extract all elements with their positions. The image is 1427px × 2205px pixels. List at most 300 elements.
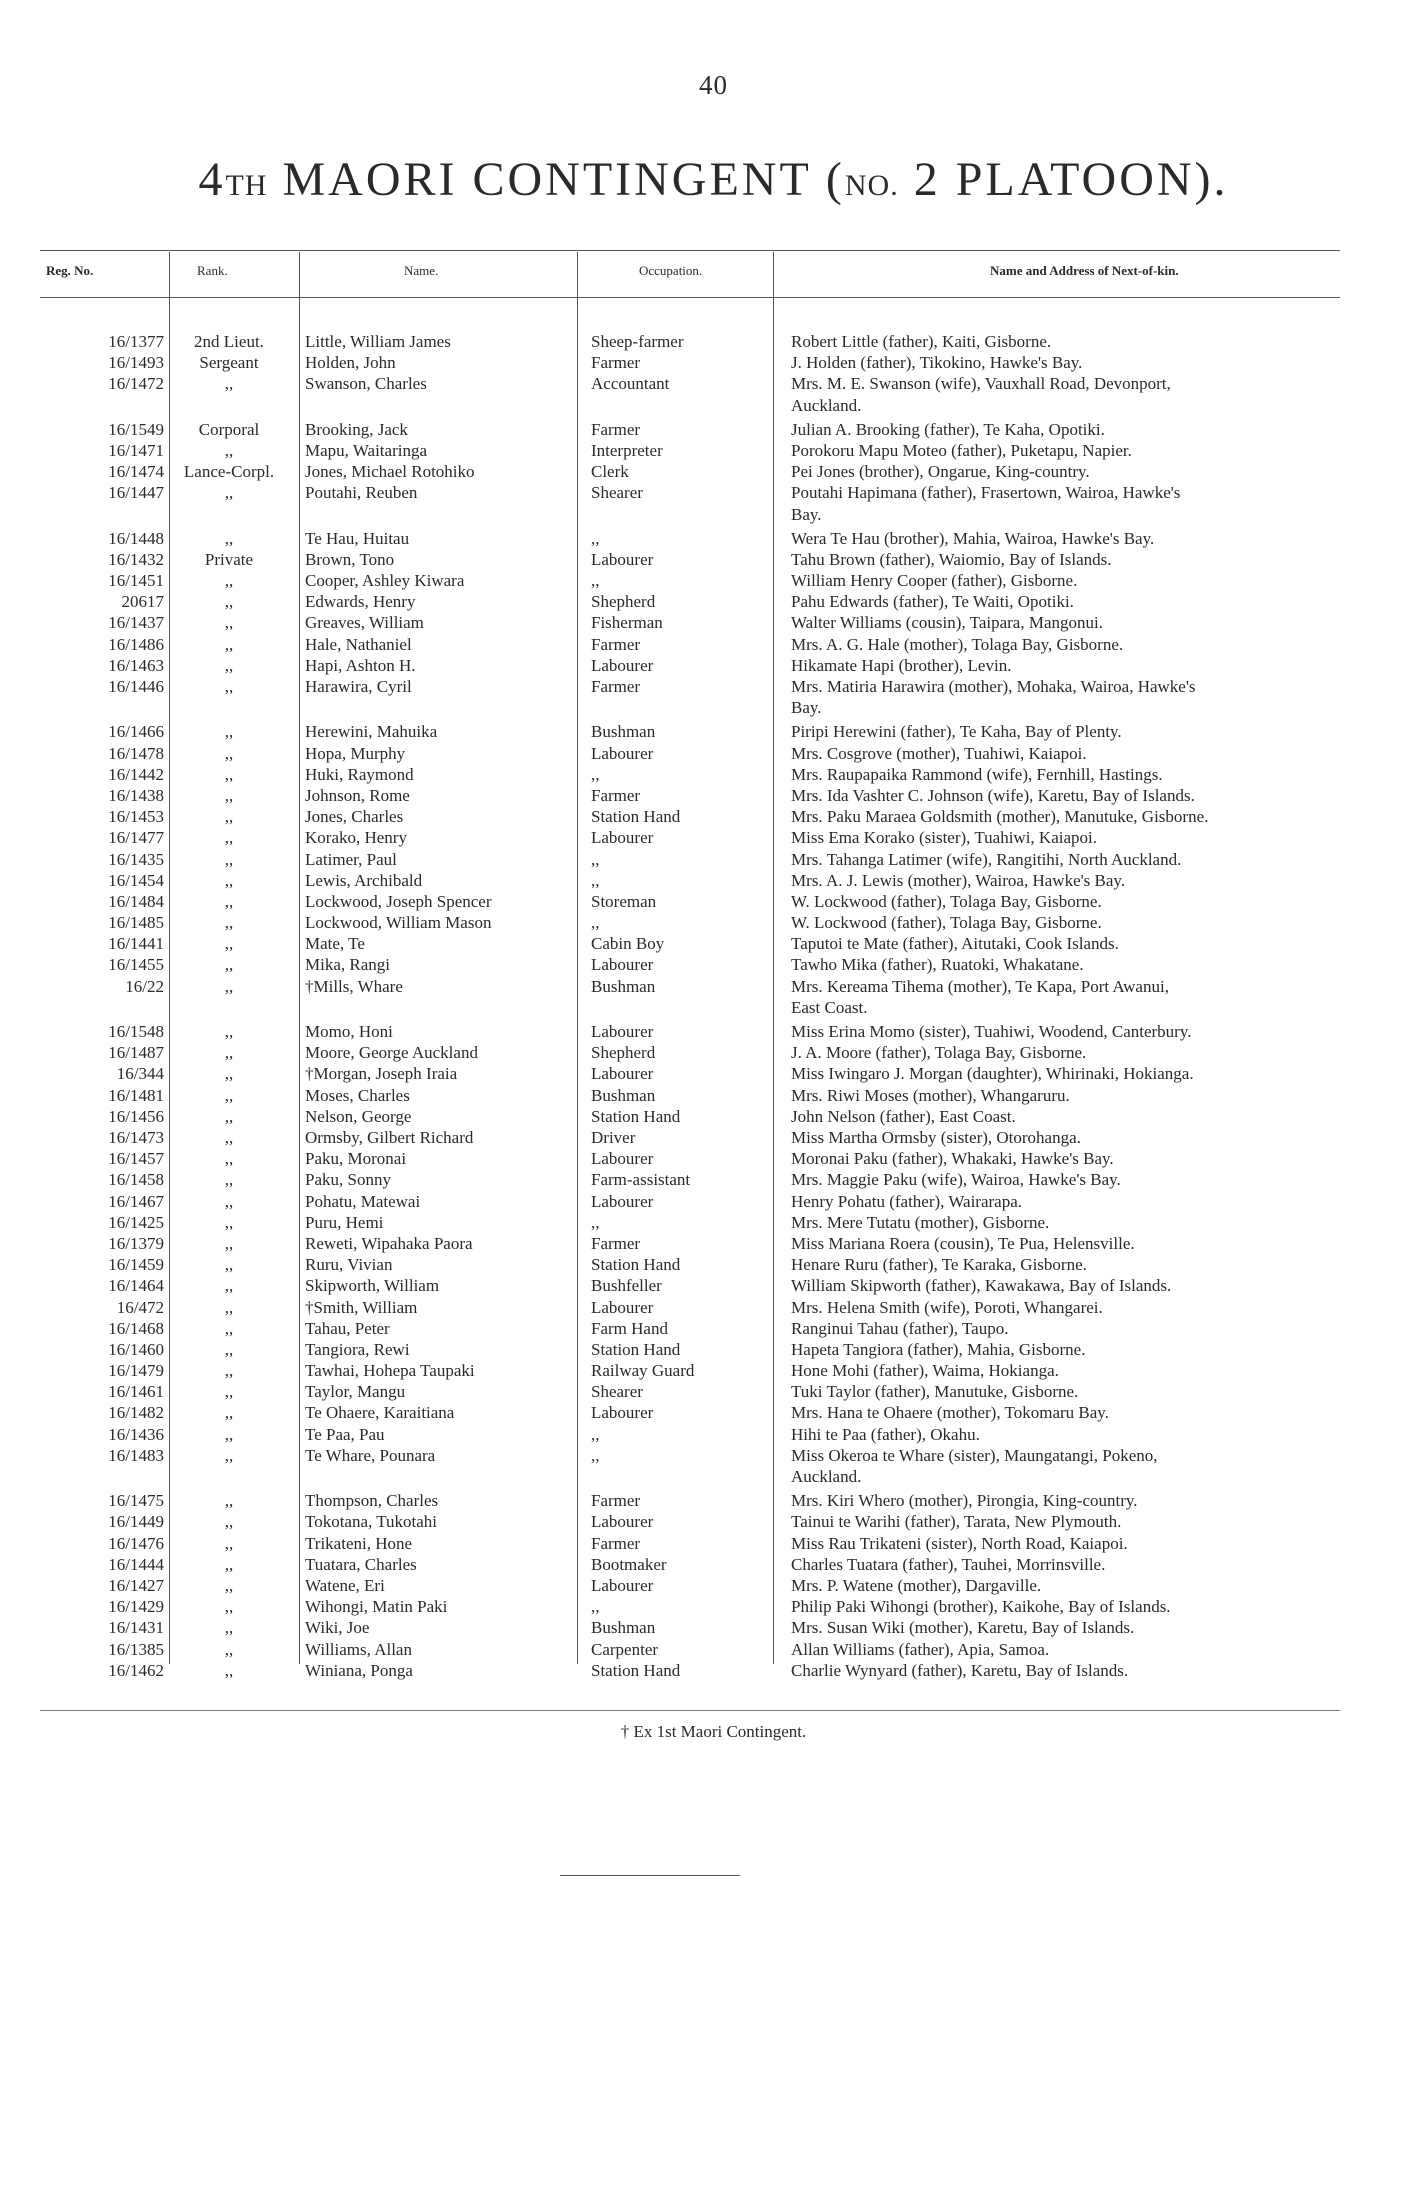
table-row (0, 352, 1427, 373)
next-of-kin-cell (791, 1063, 1351, 1084)
next-of-kin-line: Miss Okeroa te Whare (sister), Maungatangi, Pokeno, (791, 1445, 1158, 1465)
table-row (0, 721, 1427, 742)
table-row (0, 1424, 1427, 1445)
occupation-cell: Station Hand (591, 1660, 681, 1680)
name-cell: Ruru, Vivian (305, 1255, 393, 1275)
reg-no-cell: 16/1459 (108, 1255, 164, 1275)
next-of-kin-line: Tuki Taylor (father), Manutuke, Gisborne. (791, 1382, 1079, 1402)
rank-cell: ,, (224, 722, 234, 742)
table-row (0, 912, 1427, 933)
next-of-kin-cell (791, 1533, 1351, 1554)
reg-no-cell: 16/1486 (108, 634, 164, 654)
table-row (0, 1212, 1427, 1233)
occupation-cell: Shepherd (591, 1043, 656, 1063)
next-of-kin-cell (791, 870, 1351, 891)
reg-no-cell: 16/1466 (108, 722, 164, 742)
rank-cell: ,, (224, 1618, 234, 1638)
table-row (0, 634, 1427, 655)
rank-cell: ,, (224, 785, 234, 805)
table-row (0, 528, 1427, 549)
name-cell: Jones, Michael Rotohiko (305, 462, 475, 482)
next-of-kin-line: Miss Mariana Roera (cousin), Te Pua, Helensville. (791, 1233, 1135, 1253)
rank-cell: ,, (224, 1212, 234, 1232)
table-row (0, 1554, 1427, 1575)
next-of-kin-continuation: Auckland. (791, 1467, 862, 1487)
name-cell: Swanson, Charles (305, 374, 427, 394)
reg-no-cell: 16/1379 (108, 1233, 164, 1253)
occupation-cell: Labourer (591, 1022, 654, 1042)
rank-cell: Corporal (198, 419, 260, 439)
name-cell: †Morgan, Joseph Iraia (305, 1064, 458, 1084)
reg-no-cell: 16/472 (116, 1297, 164, 1317)
name-cell: Thompson, Charles (305, 1491, 439, 1511)
name-cell: Skipworth, William (305, 1276, 440, 1296)
rank-cell: ,, (224, 955, 234, 975)
table-row (0, 1021, 1427, 1042)
rank-cell: ,, (224, 1128, 234, 1147)
name-cell: Cooper, Ashley Kiwara (305, 571, 465, 591)
next-of-kin-cell (791, 440, 1351, 461)
occupation-cell: Farmer (591, 419, 641, 439)
rank-cell: ,, (224, 913, 234, 933)
next-of-kin-line: Mrs. Kiri Whero (mother), Pirongia, King-country. (791, 1491, 1138, 1511)
next-of-kin-cell (791, 806, 1351, 827)
name-cell: Tuatara, Charles (305, 1554, 417, 1574)
occupation-cell: Storeman (591, 891, 657, 911)
occupation-cell: Labourer (591, 1512, 654, 1532)
next-of-kin-line: Mrs. Susan Wiki (mother), Karetu, Bay of Islands. (791, 1618, 1135, 1638)
next-of-kin-line: Mrs. Riwi Moses (mother), Whangaruru. (791, 1085, 1070, 1105)
next-of-kin-cell (791, 1318, 1351, 1339)
name-cell: Poutahi, Reuben (305, 483, 418, 503)
reg-no-cell: 16/1447 (108, 483, 164, 503)
occupation-cell: ,, (591, 1597, 600, 1617)
next-of-kin-cell (791, 612, 1351, 633)
roll-table (0, 331, 1427, 1681)
next-of-kin-line: J. Holden (father), Tikokino, Hawke's Bay. (791, 353, 1083, 373)
page-number: 40 (699, 70, 728, 100)
occupation-cell: Shearer (591, 483, 643, 503)
next-of-kin-continuation: East Coast. (791, 997, 868, 1017)
occupation-cell: Carpenter (591, 1639, 659, 1659)
name-cell: Wiki, Joe (305, 1618, 370, 1638)
rank-cell: ,, (224, 976, 234, 996)
occupation-cell: Labourer (591, 1149, 654, 1169)
reg-no-cell: 16/1472 (108, 374, 164, 394)
next-of-kin-cell (791, 1085, 1351, 1106)
table-row (0, 482, 1427, 524)
reg-no-cell: 16/1460 (108, 1339, 164, 1359)
name-cell: Brooking, Jack (305, 419, 408, 439)
occupation-cell: Fisherman (591, 613, 663, 633)
next-of-kin-cell (791, 1021, 1351, 1042)
table-row (0, 655, 1427, 676)
next-of-kin-cell (791, 1381, 1351, 1402)
rank-cell: ,, (224, 1297, 234, 1317)
next-of-kin-line: Charles Tuatara (father), Tauhei, Morrinsville. (791, 1554, 1106, 1574)
title-ordinal-suffix: TH (225, 169, 268, 202)
rank-cell: ,, (224, 1575, 234, 1595)
rank-cell: ,, (224, 743, 234, 763)
next-of-kin-line: Tahu Brown (father), Waiomio, Bay of Islands. (791, 549, 1112, 569)
occupation-cell: ,, (591, 849, 600, 869)
reg-no-cell: 16/1453 (108, 807, 164, 827)
table-row (0, 1381, 1427, 1402)
occupation-cell: ,, (591, 1424, 600, 1444)
occupation-cell: Sheep-farmer (591, 332, 684, 351)
table-row (0, 891, 1427, 912)
table-row (0, 612, 1427, 633)
next-of-kin-line: Mrs. Kereama Tihema (mother), Te Kapa, Port Awanui, (791, 976, 1169, 996)
table-row (0, 1127, 1427, 1148)
rank-cell: ,, (224, 1403, 234, 1423)
occupation-cell: Bushman (591, 1085, 656, 1105)
next-of-kin-cell (791, 1169, 1351, 1190)
reg-no-cell: 16/1481 (108, 1085, 164, 1105)
occupation-cell: ,, (591, 1445, 600, 1465)
rank-cell: ,, (224, 1533, 234, 1553)
next-of-kin-line: Mrs. Ida Vashter C. Johnson (wife), Karetu, Bay of Islands. (791, 785, 1195, 805)
rank-cell: Lance-Corpl. (183, 462, 275, 482)
reg-no-cell: 16/1377 (108, 332, 164, 351)
name-cell: Greaves, William (305, 613, 424, 633)
table-row (0, 976, 1427, 1018)
next-of-kin-line: John Nelson (father), East Coast. (791, 1106, 1016, 1126)
occupation-cell: Farmer (591, 1233, 641, 1253)
rank-cell: ,, (224, 1170, 234, 1190)
next-of-kin-line: Piripi Herewini (father), Te Kaha, Bay of Plenty. (791, 722, 1122, 742)
title-rest: 2 PLATOON). (898, 153, 1229, 206)
table-row (0, 1148, 1427, 1169)
table-row (0, 870, 1427, 891)
name-cell: †Mills, Whare (305, 976, 403, 996)
name-cell: Jones, Charles (305, 807, 404, 827)
occupation-cell: Bootmaker (591, 1554, 667, 1574)
rank-cell: ,, (224, 1085, 234, 1105)
reg-no-cell: 16/1474 (108, 462, 164, 482)
name-cell: Mapu, Waitaringa (305, 440, 428, 460)
reg-no-cell: 16/1493 (108, 353, 164, 373)
next-of-kin-cell (791, 1148, 1351, 1169)
occupation-cell: Station Hand (591, 807, 681, 827)
occupation-cell: ,, (591, 870, 600, 890)
name-cell: Hapi, Ashton H. (305, 655, 416, 675)
occupation-cell: Labourer (591, 655, 654, 675)
name-cell: Ormsby, Gilbert Richard (305, 1128, 474, 1147)
reg-no-cell: 16/1457 (108, 1149, 164, 1169)
occupation-cell: Bushman (591, 1618, 656, 1638)
occupation-cell: Labourer (591, 955, 654, 975)
rank-cell: ,, (224, 934, 234, 954)
next-of-kin-line: Tainui te Warihi (father), Tarata, New Plymouth. (791, 1512, 1122, 1532)
rank-cell: ,, (224, 1554, 234, 1574)
table-row (0, 331, 1427, 352)
occupation-cell: ,, (591, 528, 600, 548)
reg-no-cell: 16/1475 (108, 1491, 164, 1511)
table-row (0, 1617, 1427, 1638)
rank-cell: ,, (224, 374, 234, 394)
table-row (0, 1596, 1427, 1617)
next-of-kin-cell (791, 1275, 1351, 1296)
occupation-cell: Farm Hand (591, 1318, 668, 1338)
name-cell: Momo, Honi (305, 1022, 393, 1042)
rank-cell: ,, (224, 528, 234, 548)
table-row (0, 1106, 1427, 1127)
next-of-kin-line: William Henry Cooper (father), Gisborne. (791, 571, 1078, 591)
next-of-kin-line: Hihi te Paa (father), Okahu. (791, 1424, 980, 1444)
next-of-kin-line: Mrs. P. Watene (mother), Dargaville. (791, 1575, 1042, 1595)
occupation-cell: Station Hand (591, 1255, 681, 1275)
name-cell: Winiana, Ponga (305, 1660, 413, 1680)
table-row (0, 676, 1427, 718)
next-of-kin-line: Mrs. Matiria Harawira (mother), Mohaka, Wairoa, Hawke's (791, 677, 1196, 697)
next-of-kin-line: Mrs. Paku Maraea Goldsmith (mother), Manutuke, Gisborne. (791, 807, 1209, 827)
table-row (0, 461, 1427, 482)
header-next-of-kin: Name and Address of Next-of-kin. (990, 263, 1179, 278)
rank-cell: ,, (224, 1191, 234, 1211)
occupation-cell: Labourer (591, 1297, 654, 1317)
name-cell: Pohatu, Matewai (305, 1191, 421, 1211)
table-row (0, 1042, 1427, 1063)
occupation-cell: Railway Guard (591, 1361, 695, 1381)
reg-no-cell: 16/1454 (108, 870, 164, 890)
occupation-cell: ,, (591, 764, 600, 784)
reg-no-cell: 16/1437 (108, 613, 164, 633)
next-of-kin-line: Mrs. M. E. Swanson (wife), Vauxhall Road, Devonport, (791, 374, 1171, 394)
reg-no-cell: 16/1482 (108, 1403, 164, 1423)
next-of-kin-cell (791, 419, 1351, 440)
name-cell: Williams, Allan (305, 1639, 412, 1659)
next-of-kin-cell (791, 634, 1351, 655)
next-of-kin-line: Hapeta Tangiora (father), Mahia, Gisborne. (791, 1339, 1086, 1359)
table-row (0, 806, 1427, 827)
next-of-kin-line: Miss Ema Korako (sister), Tuahiwi, Kaiapoi. (791, 828, 1097, 848)
reg-no-cell: 16/1476 (108, 1533, 164, 1553)
table-row (0, 1575, 1427, 1596)
rank-cell: ,, (224, 1445, 234, 1465)
rank-cell: ,, (224, 1022, 234, 1042)
next-of-kin-continuation: Auckland. (791, 395, 862, 415)
next-of-kin-line: Mrs. Raupapaika Rammond (wife), Fernhill, Hastings. (791, 764, 1163, 784)
reg-no-cell: 16/1442 (108, 764, 164, 784)
next-of-kin-cell (791, 373, 1351, 415)
next-of-kin-cell (791, 1042, 1351, 1063)
name-cell: Paku, Sonny (305, 1170, 391, 1190)
table-row (0, 1511, 1427, 1532)
next-of-kin-line: Wera Te Hau (brother), Mahia, Wairoa, Hawke's Bay. (791, 528, 1155, 548)
next-of-kin-cell (791, 1339, 1351, 1360)
next-of-kin-cell (791, 1596, 1351, 1617)
next-of-kin-cell (791, 743, 1351, 764)
next-of-kin-cell (791, 352, 1351, 373)
name-cell: Hopa, Murphy (305, 743, 406, 763)
reg-no-cell: 20617 (121, 592, 164, 612)
table-row (0, 1490, 1427, 1511)
table-row (0, 570, 1427, 591)
occupation-cell: Interpreter (591, 440, 663, 460)
occupation-cell: Station Hand (591, 1106, 681, 1126)
table-row (0, 849, 1427, 870)
next-of-kin-line: Allan Williams (father), Apia, Samoa. (791, 1639, 1050, 1659)
next-of-kin-cell (791, 1254, 1351, 1275)
next-of-kin-cell (791, 591, 1351, 612)
title-ordinal-number: 4 (198, 153, 226, 206)
reg-no-cell: 16/1436 (108, 1424, 164, 1444)
next-of-kin-line: W. Lockwood (father), Tolaga Bay, Gisborne. (791, 891, 1102, 911)
rank-cell: ,, (224, 870, 234, 890)
table-row (0, 785, 1427, 806)
reg-no-cell: 16/1458 (108, 1170, 164, 1190)
next-of-kin-cell (791, 1233, 1351, 1254)
name-cell: Hale, Nathaniel (305, 634, 412, 654)
next-of-kin-cell (791, 1127, 1351, 1148)
next-of-kin-cell (791, 482, 1351, 524)
reg-no-cell: 16/1385 (108, 1639, 164, 1659)
next-of-kin-line: J. A. Moore (father), Tolaga Bay, Gisborne. (791, 1043, 1087, 1063)
closing-rule (560, 1875, 740, 1876)
rank-cell: ,, (224, 1597, 234, 1617)
reg-no-cell: 16/1467 (108, 1191, 164, 1211)
name-cell: Lewis, Archibald (305, 870, 423, 890)
name-cell: Puru, Hemi (305, 1212, 384, 1232)
name-cell: Moore, George Auckland (305, 1043, 478, 1063)
next-of-kin-cell (791, 528, 1351, 549)
occupation-cell: Farmer (591, 1491, 641, 1511)
table-row (0, 1402, 1427, 1423)
name-cell: Mika, Rangi (305, 955, 390, 975)
next-of-kin-line: Mrs. Tahanga Latimer (wife), Rangitihi, North Auckland. (791, 849, 1182, 869)
rank-cell: ,, (224, 1639, 234, 1659)
reg-no-cell: 16/1549 (108, 419, 164, 439)
table-row (0, 1275, 1427, 1296)
reg-no-cell: 16/1446 (108, 677, 164, 697)
title-no-label: NO. (844, 169, 899, 202)
next-of-kin-line: Mrs. A. G. Hale (mother), Tolaga Bay, Gisborne. (791, 634, 1124, 654)
reg-no-cell: 16/1455 (108, 955, 164, 975)
table-row (0, 1445, 1427, 1487)
name-cell: Mate, Te (305, 934, 365, 954)
name-cell: Paku, Moronai (305, 1149, 407, 1169)
reg-no-cell: 16/1448 (108, 528, 164, 548)
name-cell: Tangiora, Rewi (305, 1339, 410, 1359)
reg-no-cell: 16/1548 (108, 1022, 164, 1042)
next-of-kin-cell (791, 827, 1351, 848)
next-of-kin-cell (791, 1617, 1351, 1638)
occupation-cell: Farmer (591, 353, 641, 373)
header-occupation: Occupation. (639, 263, 703, 278)
reg-no-cell: 16/1479 (108, 1361, 164, 1381)
rank-cell: ,, (224, 849, 234, 869)
next-of-kin-line: Mrs. A. J. Lewis (mother), Wairoa, Hawke's Bay. (791, 870, 1126, 890)
next-of-kin-line: Mrs. Helena Smith (wife), Poroti, Whangarei. (791, 1297, 1103, 1317)
next-of-kin-line: Mrs. Cosgrove (mother), Tuahiwi, Kaiapoi. (791, 743, 1087, 763)
next-of-kin-cell (791, 764, 1351, 785)
header-reg-no: Reg. No. (46, 263, 94, 278)
rank-cell: ,, (224, 1149, 234, 1169)
table-row (0, 1360, 1427, 1381)
rank-cell: ,, (224, 655, 234, 675)
reg-no-cell: 16/1463 (108, 655, 164, 675)
next-of-kin-line: Robert Little (father), Kaiti, Gisborne. (791, 332, 1052, 351)
occupation-cell: Shepherd (591, 592, 656, 612)
table-row (0, 549, 1427, 570)
rank-cell: ,, (224, 1255, 234, 1275)
rank-cell: 2nd Lieut. (194, 332, 264, 351)
reg-no-cell: 16/1431 (108, 1618, 164, 1638)
rank-cell: ,, (224, 1361, 234, 1381)
name-cell: †Smith, William (305, 1297, 418, 1317)
rank-cell: ,, (224, 891, 234, 911)
reg-no-cell: 16/1464 (108, 1276, 164, 1296)
name-cell: Little, William James (305, 332, 451, 351)
table-row (0, 440, 1427, 461)
next-of-kin-cell (791, 1360, 1351, 1381)
name-cell: Korako, Henry (305, 828, 407, 848)
occupation-cell: Labourer (591, 743, 654, 763)
table-row (0, 1639, 1427, 1660)
next-of-kin-line: Walter Williams (cousin), Taipara, Mangonui. (791, 613, 1103, 633)
reg-no-cell: 16/1438 (108, 785, 164, 805)
occupation-cell: Farmer (591, 634, 641, 654)
header-name: Name. (404, 263, 439, 278)
rank-cell: ,, (224, 1064, 234, 1084)
next-of-kin-cell (791, 912, 1351, 933)
rank-cell: ,, (224, 483, 234, 503)
reg-no-cell: 16/1483 (108, 1445, 164, 1465)
name-cell: Te Whare, Pounara (305, 1445, 436, 1465)
next-of-kin-cell (791, 891, 1351, 912)
name-cell: Holden, John (305, 353, 396, 373)
occupation-cell: Cabin Boy (591, 934, 665, 954)
reg-no-cell: 16/1441 (108, 934, 164, 954)
reg-no-cell: 16/1477 (108, 828, 164, 848)
name-cell: Edwards, Henry (305, 592, 416, 612)
occupation-cell: Bushman (591, 722, 656, 742)
name-cell: Moses, Charles (305, 1085, 410, 1105)
reg-no-cell: 16/22 (125, 976, 164, 996)
table-row (0, 1533, 1427, 1554)
name-cell: Tokotana, Tukotahi (305, 1512, 437, 1532)
occupation-cell: Labourer (591, 1403, 654, 1423)
next-of-kin-line: Hikamate Hapi (brother), Levin. (791, 655, 1012, 675)
name-cell: Lockwood, William Mason (305, 913, 492, 933)
occupation-cell: ,, (591, 913, 600, 933)
reg-no-cell: 16/1429 (108, 1597, 164, 1617)
name-cell: Taylor, Mangu (305, 1382, 406, 1402)
table-row (0, 1233, 1427, 1254)
next-of-kin-line: Moronai Paku (father), Whakaki, Hawke's Bay. (791, 1149, 1114, 1169)
occupation-cell: Bushfeller (591, 1276, 662, 1296)
next-of-kin-line: Tawho Mika (father), Ruatoki, Whakatane. (791, 955, 1084, 975)
next-of-kin-line: Pei Jones (brother), Ongarue, King-country. (791, 462, 1090, 482)
occupation-cell: Accountant (591, 374, 670, 394)
occupation-cell: Farmer (591, 677, 641, 697)
name-cell: Watene, Eri (305, 1575, 385, 1595)
occupation-cell: Clerk (591, 462, 629, 482)
name-cell: Wihongi, Matin Paki (305, 1597, 448, 1617)
reg-no-cell: 16/1473 (108, 1128, 164, 1147)
table-row (0, 1660, 1427, 1681)
title-main: MAORI CONTINGENT ( (282, 153, 845, 206)
rank-cell: ,, (224, 828, 234, 848)
next-of-kin-line: Pahu Edwards (father), Te Waiti, Opotiki. (791, 592, 1074, 612)
next-of-kin-cell (791, 1212, 1351, 1233)
next-of-kin-line: Henare Ruru (father), Te Karaka, Gisborne. (791, 1255, 1087, 1275)
next-of-kin-cell (791, 570, 1351, 591)
table-row (0, 1063, 1427, 1084)
name-cell: Te Hau, Huitau (305, 528, 410, 548)
rank-cell: ,, (224, 592, 234, 612)
